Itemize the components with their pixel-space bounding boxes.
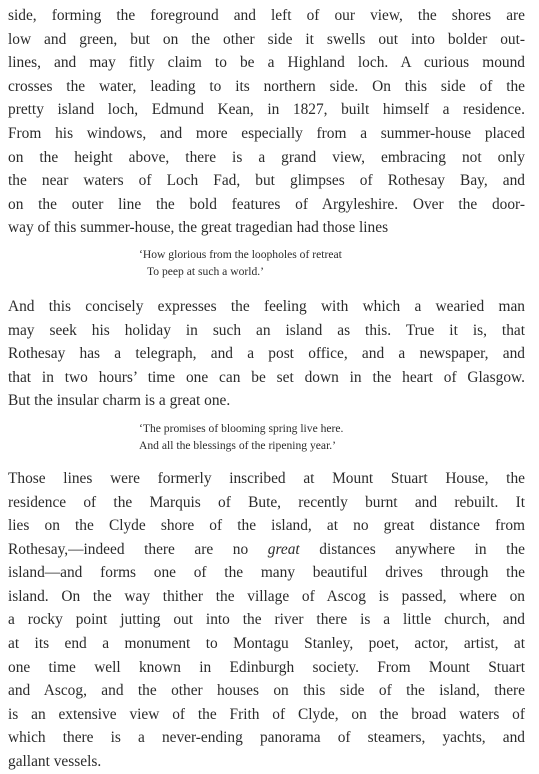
text-segment: distances anywhere in the: [319, 540, 525, 558]
text-line: residence of the Marquis of Bute, recently burnt and rebuilt. It: [8, 493, 525, 511]
text-line: that in two hours’ time one can be set down in the heart of Glasgow.: [8, 368, 525, 386]
text-line: island. On the way thither the village of Ascog is passed, where on: [8, 587, 525, 605]
verse-quote-1: [8, 246, 525, 280]
text-line: Rothesay has a telegraph, and a post office, and a newspaper, and: [8, 345, 525, 363]
text-line: way of this summer-house, the great tragedian had those lines: [8, 219, 389, 237]
text-line: low and green, but on the other side it swells out into bolder out-: [8, 30, 525, 48]
text-line: From his windows, and more especially from a summer-house placed: [8, 124, 525, 142]
verse-quote-2: [8, 420, 525, 454]
text-line: at its end a monument to Montagu Stanley, poet, actor, artist, at: [8, 635, 525, 653]
text-line: gallant vessels.: [8, 753, 102, 771]
text-line: But the insular charm is a great one.: [8, 392, 231, 410]
text-segment: Rothesay,—indeed there are no: [8, 540, 249, 558]
verse-line: And all the blessings of the ripening year.’: [139, 438, 337, 452]
text-line: a rocky point jutting out into the river there is a little church, and: [8, 611, 525, 629]
verse-line: ‘The promises of blooming spring live here.: [139, 421, 344, 435]
text-line: on the outer line the bold features of Argyleshire. Over the door-: [8, 195, 525, 213]
text-line: pretty island loch, Edmund Kean, in 1827, built himself a residence.: [8, 101, 525, 119]
text-line: And this concisely expresses the feeling with which a wearied man: [8, 297, 525, 315]
text-line: crosses the water, leading to its northern side. On this side of the: [8, 77, 525, 95]
paragraph-1: [8, 4, 525, 240]
verse-line: To peep at such a world.’: [147, 264, 265, 278]
text-line: the near waters of Loch Fad, but glimpses of Rothesay Bay, and: [8, 172, 525, 190]
text-line: one time well known in Edinburgh society. From Mount Stuart: [8, 658, 525, 676]
text-line: lines, and may fitly claim to be a Highland loch. A curious mound: [8, 54, 525, 72]
text-line: Those lines were formerly inscribed at Mount Stuart House, the: [8, 469, 525, 487]
text-line: is an extensive view of the Frith of Clyde, on the broad waters of: [8, 705, 525, 723]
emphasis-word: great: [267, 540, 300, 558]
text-line: island—and forms one of the many beautiful drives through the: [8, 564, 525, 582]
text-line: lies on the Clyde shore of the island, at no great distance from: [8, 517, 525, 535]
paragraph-3: [8, 467, 525, 774]
text-line: [8, 538, 525, 562]
paragraph-2: [8, 295, 525, 413]
text-line: may seek his holiday in such an island as this. True it is, that: [8, 321, 525, 339]
text-line: which there is a never-ending panorama of steamers, yachts, and: [8, 729, 525, 747]
text-line: and Ascog, and the other houses on this side of the island, there: [8, 682, 525, 700]
text-line: on the height above, there is a grand view, embracing not only: [8, 148, 525, 166]
verse-line: ‘How glorious from the loopholes of retreat: [139, 247, 342, 261]
text-line: side, forming the foreground and left of our view, the shores are: [8, 7, 525, 24]
